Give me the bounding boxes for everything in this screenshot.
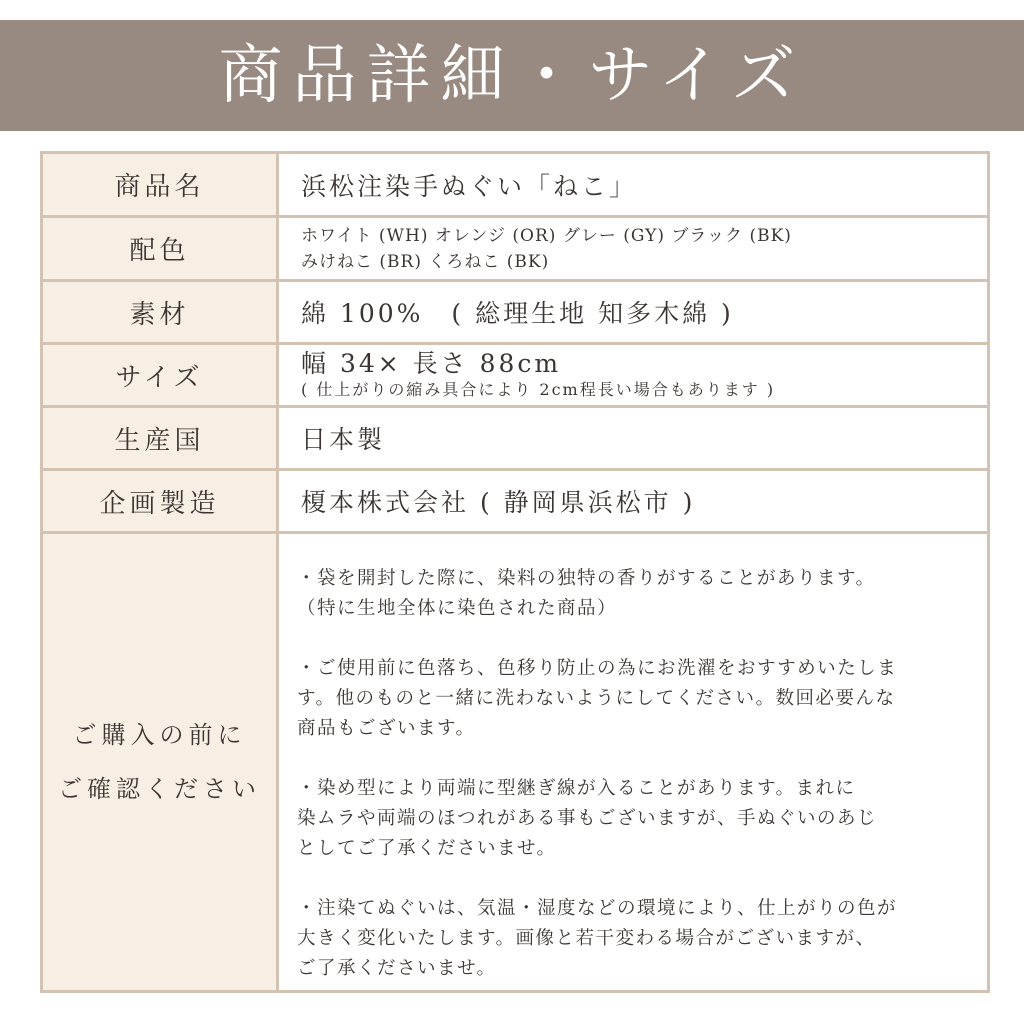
notice-line: ・袋を開封した際に、染料の独特の香りがすることがあります。 xyxy=(297,568,876,589)
row-value-product-name: 浜松注染手ぬぐい「ねこ」 xyxy=(301,171,638,201)
notice-line: ・染め型により両端に型継ぎ線が入ることがあります。まれに xyxy=(297,778,856,799)
notice-line: （特に生地全体に染色された商品） xyxy=(297,598,618,619)
size-note: ( 仕上がりの縮み具合により 2cm程長い場合もあります ) xyxy=(301,380,776,399)
table-row xyxy=(43,218,987,282)
table-row-notice xyxy=(43,534,987,990)
table-row xyxy=(43,471,987,534)
table-row xyxy=(43,408,987,471)
spec-table xyxy=(40,151,990,993)
notice-label-line-1: ご購入の前に xyxy=(72,721,247,749)
notice-paragraph-color xyxy=(297,894,969,984)
notice-paragraph-washing xyxy=(297,654,969,744)
notice-paragraph-scent xyxy=(297,564,969,624)
row-label-size: サイズ xyxy=(43,345,279,405)
row-label-colors: 配色 xyxy=(43,218,279,279)
page-title: 商品詳細・サイズ xyxy=(218,38,806,113)
size-value: 幅 34× 長さ 88cm xyxy=(301,349,562,378)
notice-line: ・ご使用前に色落ち、色移り防止の為にお洗濯をおすすめいたしま xyxy=(297,658,898,679)
row-value-origin: 日本製 xyxy=(301,425,386,454)
notice-line: す。他のものと一緒に洗わないようにしてください。数回必要んな xyxy=(297,688,896,709)
colors-line-2: みけねこ (BR) くろねこ (BK) xyxy=(301,251,550,272)
notice-line: ・注染てぬぐいは、気温・湿度などの環境により、仕上がりの色が xyxy=(297,898,898,919)
notice-line: 商品もございます。 xyxy=(297,718,476,739)
row-value-size xyxy=(279,345,987,405)
notice-line: 染ムラや両端のほつれがある事もございますが、手ぬぐいのあじ xyxy=(297,808,878,829)
table-row xyxy=(43,345,987,408)
row-label-origin: 生産国 xyxy=(43,408,279,468)
colors-line-1: ホワイト (WH) オレンジ (OR) グレー (GY) ブラック (BK) xyxy=(301,225,792,246)
notice-line: としてご了承くださいませ。 xyxy=(297,838,557,859)
row-label-product-name: 商品名 xyxy=(43,154,279,215)
row-value-manufacturer: 榎本株式会社 ( 静岡県浜松市 ) xyxy=(301,488,696,517)
header-banner xyxy=(0,20,1024,131)
row-value-colors xyxy=(279,218,987,279)
notice-line: 大きく変化いたします。画像と若干変わる場合がございますが、 xyxy=(297,928,876,949)
row-value-material: 綿 100% ( 総理生地 知多木綿 ) xyxy=(301,299,734,328)
notice-label-line-2: ご確認ください xyxy=(58,775,261,803)
table-row xyxy=(43,282,987,345)
table-row xyxy=(43,154,987,218)
row-label-material: 素材 xyxy=(43,282,279,342)
notice-label xyxy=(43,534,279,990)
notice-line: ご了承くださいませ。 xyxy=(297,958,497,979)
row-label-manufacturer: 企画製造 xyxy=(43,471,279,531)
notice-text xyxy=(279,534,987,990)
notice-paragraph-seam xyxy=(297,774,969,864)
